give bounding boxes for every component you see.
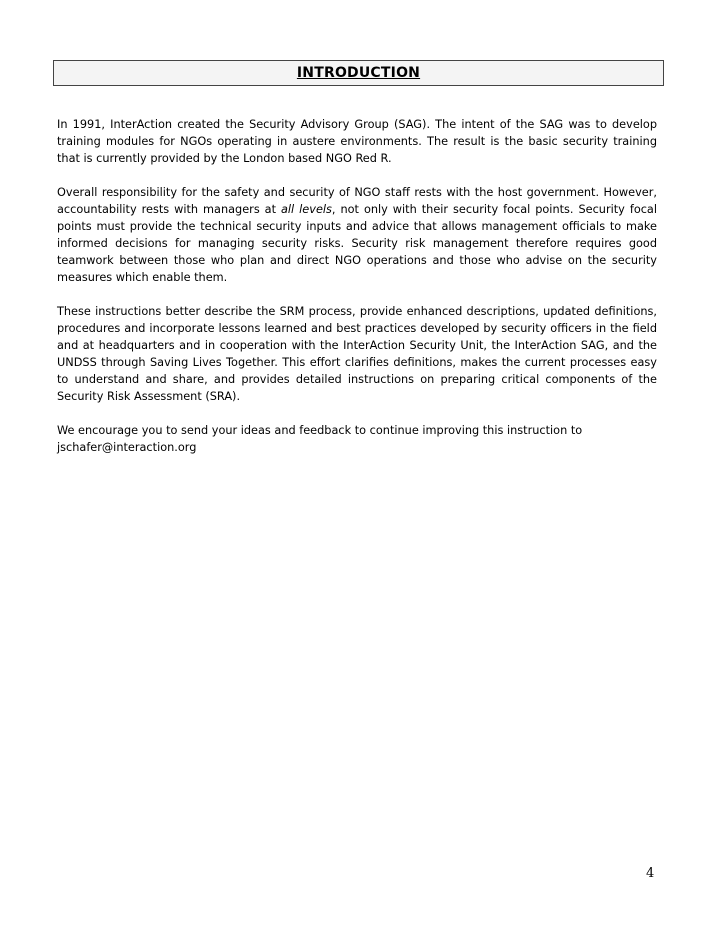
paragraph-1: In 1991, InterAction created the Security Advisory Group (SAG). The intent of the SAG was to develop training modules for NGOs operating in austere environments. The result is the basic security training that is currently provided by the London based NGO Red R. bbox=[57, 118, 657, 165]
emphasis-all-levels: all levels bbox=[281, 203, 332, 216]
paragraph-4-text: We encourage you to send your ideas and feedback to continue improving this instruction to bbox=[57, 424, 583, 437]
paragraph-2-part-b: , not only with their security focal points. Security focal points must provide the technical security inputs and advice that allows management officials to make informed decisions for managing security risks. Security risk management therefore requires good teamwork between those who plan and direct NGO operations and those who advise on the security measures which enable them. bbox=[57, 203, 657, 284]
paragraph-4 bbox=[57, 422, 657, 456]
contact-email: jschafer@interaction.org bbox=[57, 441, 197, 454]
paragraph-3: These instructions better describe the SRM process, provide enhanced descriptions, updated definitions, procedures and incorporate lessons learned and best practices developed by security officers in the field and at headquarters and in cooperation with the InterAction Security Unit, the InterAction SAG, and the UNDSS through Saving Lives Together. This effort clarifies definitions, makes the current processes easy to understand and share, and provides detailed instructions on preparing critical components of the Security Risk Assessment (SRA). bbox=[57, 305, 657, 403]
body-text bbox=[57, 116, 657, 473]
page-number: 4 bbox=[646, 866, 655, 881]
page-title: INTRODUCTION bbox=[296, 65, 421, 81]
paragraph-2 bbox=[57, 184, 657, 286]
title-box bbox=[53, 60, 664, 86]
paragraph-2-part-a: Overall responsibility for the safety and security of NGO staff rests with the host government. However, accountability rests with managers at bbox=[57, 186, 657, 216]
